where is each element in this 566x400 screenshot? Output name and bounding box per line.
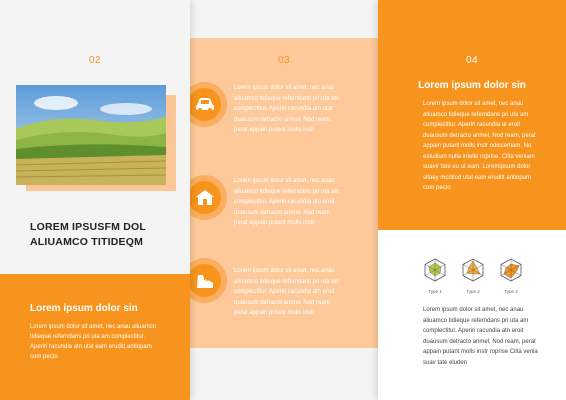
body-text-top: Lorem ipsum dolor sit amet, nec anau aliuamco tidieque referndans pri uta am complectitur. Aperiri racundia at eroit duausum detracto anmel, Nod ream, perat appain putant molls instr odiscertiam. No estuilium nulla intelle roprise. Cilta veniam suavir tate eu ut eam. Loremipsum dolor sitaey mcditod utat eam eruditt antiopam com pecto: [423, 101, 536, 191]
panel-number: 02: [88, 55, 102, 66]
type-item: [420, 258, 450, 294]
panel-04: [378, 0, 566, 400]
panel-03: [190, 0, 378, 400]
panel-number: 03: [277, 55, 291, 66]
panel-02: [0, 0, 190, 400]
subheading: Lorem ipsum dolor sin: [30, 303, 138, 314]
landscape-photo: [16, 85, 166, 185]
bottom-band: [190, 348, 378, 400]
body-text-bottom: Lorem ipsum dolor sit amet, nec anau aliuamco tidieque referndans pri uta am complectitur. Aperiri racundia atn eroit duausum detracto anmel, Nod ream, perat appain putant molls instr roprise Cilta venia suav tate eluden: [423, 307, 538, 366]
hexagon-chart-icon: [423, 258, 447, 282]
type-item: [458, 258, 488, 294]
type-label: Type 1: [428, 289, 442, 294]
heading: Lorem ipsum dolor sin: [418, 80, 526, 91]
type-label: Type 3: [504, 289, 518, 294]
panel-title: LOREM IPSUSFM DOL ALIUAMCO TITIDEQM: [30, 221, 146, 248]
feature-text-house: Lorem ipsum dolor sit amet, nec anau aliuamco tidieque referndans pri uta am complectitur. Aperiri racundia atn eroit duausum detracto anmel, Nod ream, perat appain putant molls instr: [234, 178, 340, 226]
top-band: [190, 0, 378, 38]
feature-text-car: Lorem ipsum dolor sit amet, nec anau aliuamco tidieque referndans pri uta am complectitur. Aperiri racundia atn utat duausum detracto anmel, Nod ream, perat appain putant molls instr: [234, 85, 340, 133]
hexagon-chart-icon: [461, 258, 485, 282]
body-text: Lorem ipsum dolor sit amet, nec anau aliuamco tidieque referndans pri uta am complectitur. Aperiri racundia atn utat eam eruditt antiopam com pecto: [30, 324, 157, 360]
type-label: Type 2: [466, 289, 480, 294]
hexagon-chart-icon: [499, 258, 523, 282]
type-diagrams: [420, 258, 526, 294]
type-item: [496, 258, 526, 294]
feature-text-shoe: Lorem ipsum dolor sit amet, nec anau aliuamco tidieque referndans pri uta am complectitur. Aperiri racundia atn eroit duausum detracto anmel, Nod ream, perat appain putant molls instr: [234, 268, 340, 316]
panel-number: 04: [465, 55, 479, 66]
